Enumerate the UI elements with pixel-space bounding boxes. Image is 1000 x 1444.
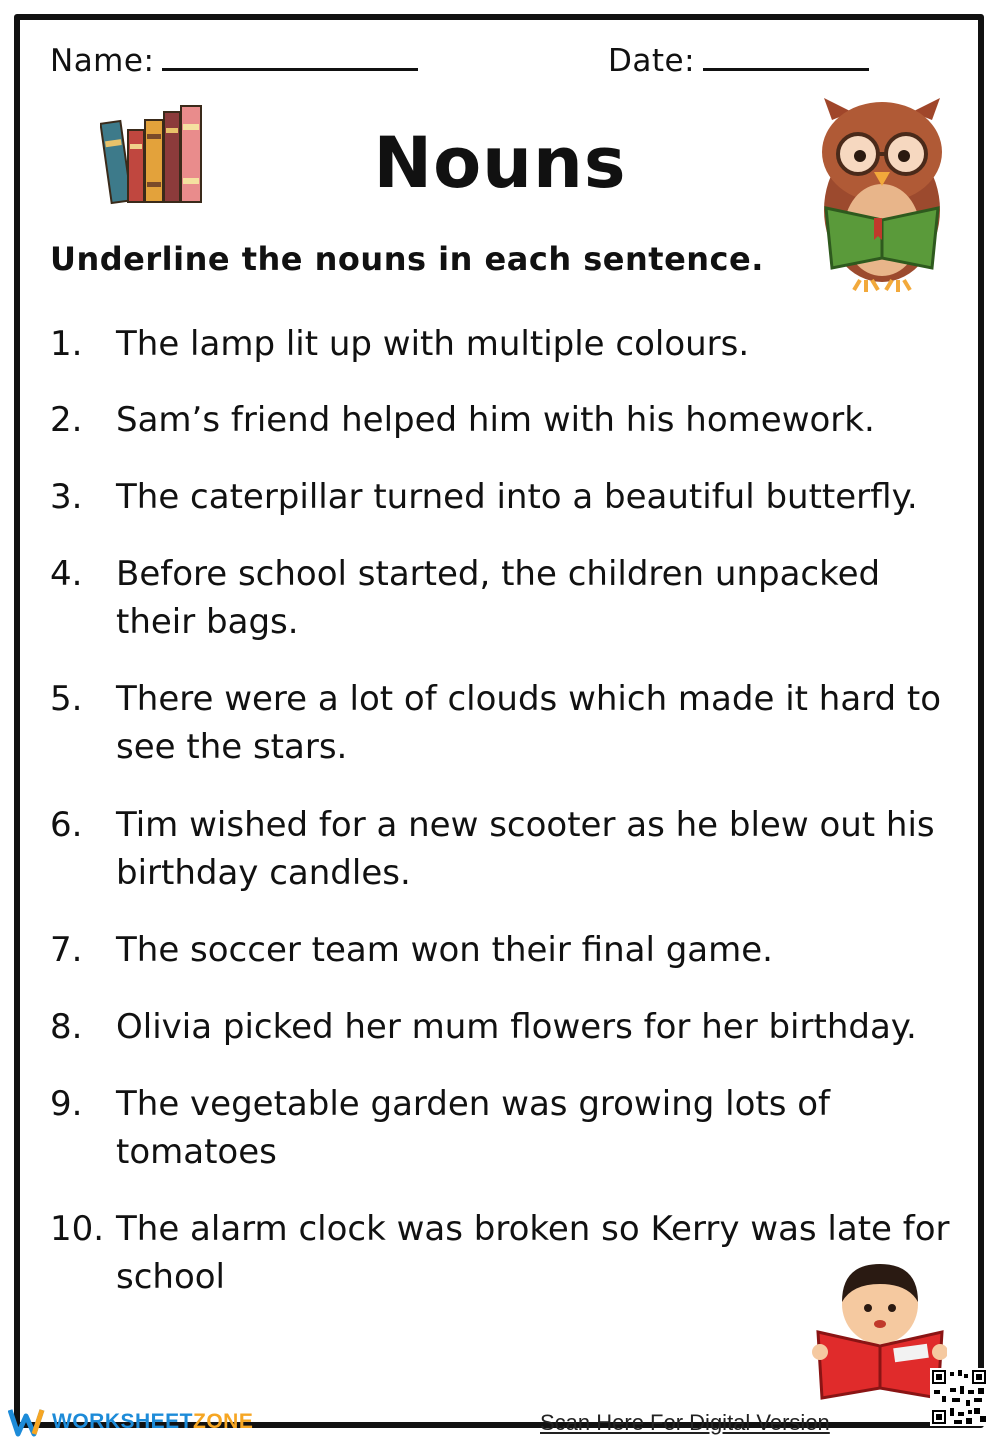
kid-reading-illustration xyxy=(812,1262,947,1402)
question-number: 8. xyxy=(50,1007,83,1047)
question-number: 5. xyxy=(50,679,83,719)
name-field[interactable] xyxy=(50,42,418,79)
date-blank-line[interactable] xyxy=(703,42,869,71)
owl-reading-illustration xyxy=(812,90,952,295)
name-label: Name: xyxy=(50,43,155,79)
date-label: Date: xyxy=(608,43,696,79)
name-blank-line[interactable] xyxy=(162,42,418,71)
question-number: 4. xyxy=(50,554,83,594)
question-text: The lamp lit up with multiple colours. xyxy=(116,324,750,364)
qr-code-icon[interactable] xyxy=(930,1368,988,1426)
question-number: 7. xyxy=(50,930,83,970)
question-text: The vegetable garden was growing lots of tomatoes xyxy=(116,1084,830,1172)
logo-brand-text xyxy=(52,1410,253,1434)
question-number: 2. xyxy=(50,400,83,440)
question-text: The caterpillar turned into a beautiful butterfly. xyxy=(116,477,918,517)
question-text: Olivia picked her mum flowers for her birthday. xyxy=(116,1007,917,1047)
question-text: Before school started, the children unpacked their bags. xyxy=(116,554,881,642)
question-number: 6. xyxy=(50,805,83,845)
question-number: 10. xyxy=(50,1209,105,1249)
question-text: Tim wished for a new scooter as he blew out his birthday candles. xyxy=(116,805,935,893)
question-text: The soccer team won their final game. xyxy=(116,930,773,970)
question-text: There were a lot of clouds which made it hard to see the stars. xyxy=(116,679,942,767)
question-number: 9. xyxy=(50,1084,83,1124)
question-number: 3. xyxy=(50,477,83,517)
question-text: Sam’s friend helped him with his homework. xyxy=(116,400,875,440)
logo-w-icon xyxy=(8,1406,48,1438)
worksheet-zone-logo xyxy=(8,1404,253,1440)
question-text: The alarm clock was broken so Kerry was late for school xyxy=(116,1209,950,1297)
instruction-text: Underline the nouns in each sentence. xyxy=(50,240,764,278)
logo-brand-part1: WORKSHEET xyxy=(52,1410,193,1433)
question-number: 1. xyxy=(50,324,83,364)
worksheet-title: Nouns xyxy=(373,122,627,204)
logo-brand-part2: ZONE xyxy=(193,1410,254,1433)
date-field[interactable] xyxy=(608,42,869,79)
scan-digital-version-link[interactable]: Scan Here For Digital Version xyxy=(540,1410,830,1435)
